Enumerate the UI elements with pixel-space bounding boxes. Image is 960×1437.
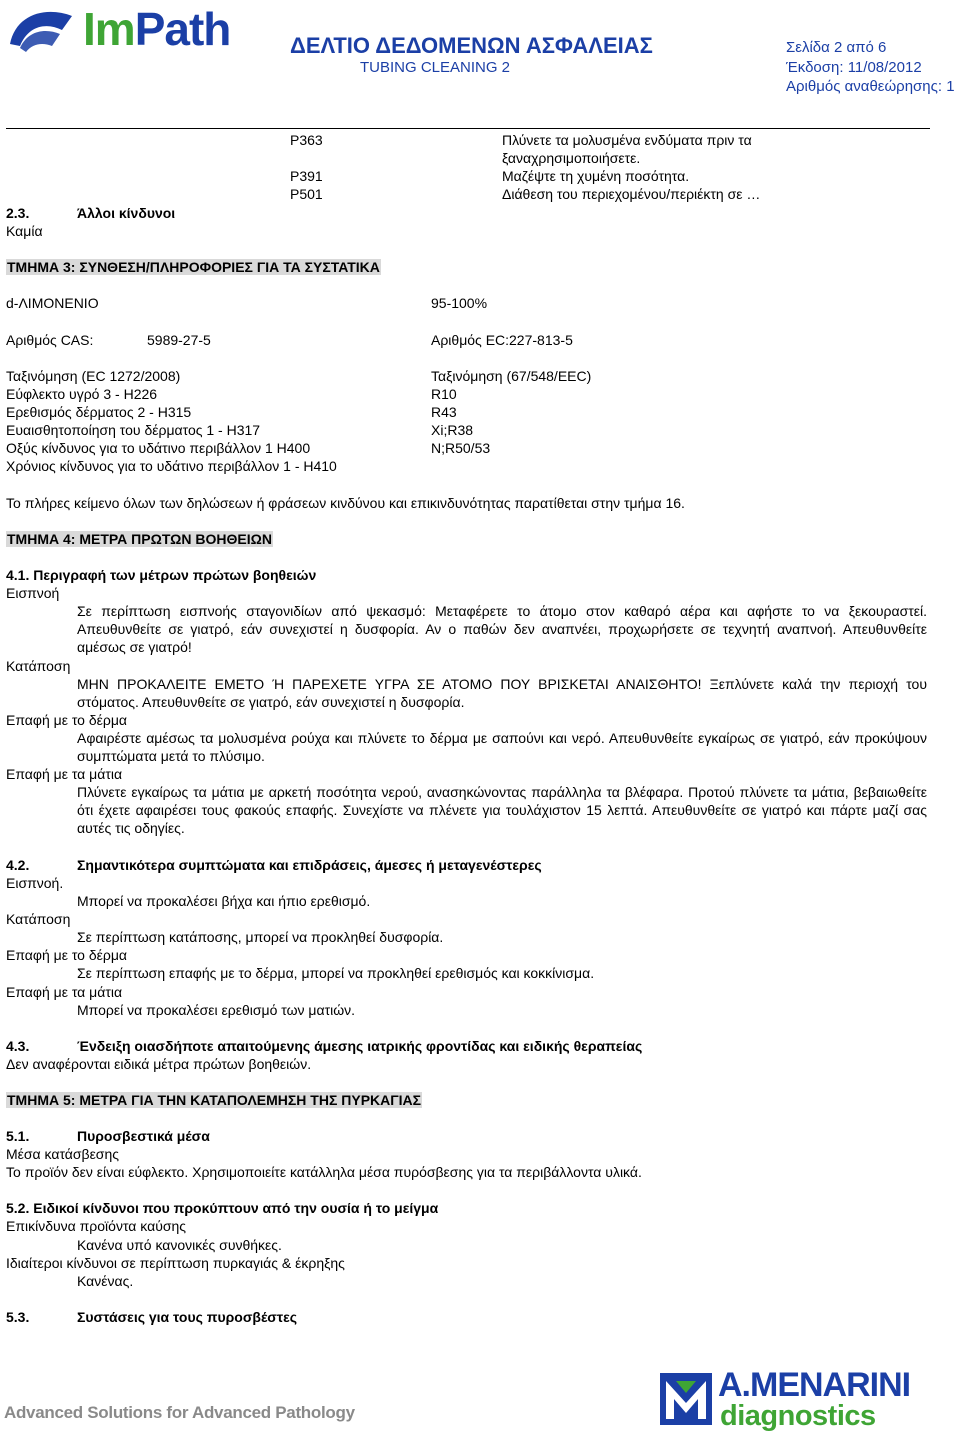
eye-contact-text: Πλύνετε εγκαίρως τα μάτια με αρκετή ποσότητα νερού, ανασηκώνοντας παράλληλα τα βλέφαρα. Προτού πλύνετε τα μάτια, βεβαιωθείτε ότι έχετε αφαιρέσει τους φακούς επαφής. Συνεχίστε να πλένετε για τουλάχιστον 15 λεπτά. Απευθυνθείτε σε γιατρό και πάρτε μαζί σας αυτές τις οδηγίες. bbox=[77, 784, 927, 836]
eye-contact-symptoms: Μπορεί να προκαλέσει ερεθισμό των ματιών. bbox=[77, 1002, 356, 1018]
full-text-note: Το πλήρες κείμενο όλων των δηλώσεων ή φράσεων κινδύνου και επικινδυνότητας παρατίθεται στην τμήμα 16. bbox=[6, 495, 685, 511]
ingestion-label: Κατάποση bbox=[6, 911, 71, 927]
ingestion-text: ΜΗΝ ΠΡΟΚΑΛΕΙΤΕ ΕΜΕΤΟ Ή ΠΑΡΕΧΕΤΕ ΥΓΡΑ ΣΕ ΑΤΟΜΟ ΠΟΥ ΒΡΙΣΚΕΤΑΙ ΑΝΑΙΣΘΗΤΟ! Ξεπλύνετε καλά την περιοχή του στόματος. Απευθυνθείτε σε γιατρό, εάν συνεχιστεί η δυσφορία. bbox=[77, 676, 927, 710]
section-4-3-text: Δεν αναφέρονται ειδικά μέτρα πρώτων βοηθειών. bbox=[6, 1056, 312, 1072]
header-divider bbox=[6, 128, 930, 129]
eye-contact-label: Επαφή με τα μάτια bbox=[6, 766, 123, 782]
section-2-3-title: Άλλοι κίνδυνοι bbox=[77, 205, 176, 221]
section-4-3-number: 4.3. bbox=[6, 1038, 30, 1054]
inhalation-text: Σε περίπτωση εισπνοής σταγονιδίων από ψεκασμό: Μεταφέρετε το άτομο στον καθαρό αέρα και αφήστε το να ξεκουραστεί. Απευθυνθείτε σε γιατρό, εάν συνεχιστεί η δυσφορία. Αν ο παθών δεν αναπνέει, προχωρήσετε σε τεχνητή αναπνοή. Απευθυνθείτε αμέσως σε γιατρό! bbox=[77, 603, 927, 655]
section-3-heading: ΤΜΗΜΑ 3: ΣΥΝΘΕΣΗ/ΠΛΗΡΟΦΟΡΙΕΣ ΓΙΑ ΤΑ ΣΥΣΤΑΤΙΚΑ bbox=[7, 259, 380, 275]
fire-hazards-text: Κανένας. bbox=[77, 1273, 134, 1289]
section-5-1-number: 5.1. bbox=[6, 1128, 30, 1144]
menarini-brand: A.MENARINI bbox=[718, 1366, 911, 1404]
issue-date: Έκδοση: 11/08/2012 bbox=[786, 59, 922, 76]
document-title: ΔΕΛΤΙΟ ΔΕΔΟΜΕΝΩΝ ΑΣΦΑΛΕΙΑΣ bbox=[290, 33, 653, 58]
product-name: TUBING CLEANING 2 bbox=[360, 59, 511, 76]
inhalation-symptoms: Μπορεί να προκαλέσει βήχα και ήπιο ερεθισμό. bbox=[77, 893, 371, 909]
classification-dsd-item: Xi;R38 bbox=[431, 422, 474, 438]
section-4-2-number: 4.2. bbox=[6, 857, 30, 873]
concentration: 95-100% bbox=[431, 295, 488, 311]
revision-number: Αριθμός αναθεώρησης: 1 bbox=[786, 78, 955, 95]
menarini-logo-icon bbox=[660, 1373, 712, 1425]
section-2-3-number: 2.3. bbox=[6, 205, 30, 221]
section-4-heading: ΤΜΗΜΑ 4: ΜΕΤΡΑ ΠΡΩΤΩΝ ΒΟΗΘΕΙΩΝ bbox=[7, 531, 272, 547]
fire-hazards-label: Ιδιαίτεροι κίνδυνοι σε περίπτωση πυρκαγιάς & έκρηξης bbox=[6, 1255, 345, 1271]
section-2-3-value: Καμία bbox=[6, 223, 43, 239]
section-5-3-title: Συστάσεις για τους πυροσβέστες bbox=[77, 1309, 298, 1325]
combustion-products-label: Επικίνδυνα προϊόντα καύσης bbox=[6, 1218, 187, 1234]
classification-clp-item: Χρόνιος κίνδυνος για το υδάτινο περιβάλλον 1 - H410 bbox=[6, 458, 337, 474]
cas-label: Αριθμός CAS: bbox=[6, 332, 94, 348]
ec-number: Αριθμός EC:227-813-5 bbox=[431, 332, 573, 348]
precaution-text: Διάθεση του περιεχομένου/περιέκτη σε … bbox=[502, 186, 761, 202]
classification-dsd-item: R43 bbox=[431, 404, 457, 420]
precaution-text: ξαναχρησιμοποιήσετε. bbox=[502, 150, 641, 166]
section-5-heading: ΤΜΗΜΑ 5: ΜΕΤΡΑ ΓΙΑ ΤΗΝ ΚΑΤΑΠΟΛΕΜΗΣΗ ΤΗΣ ΠΥΡΚΑΓΙΑΣ bbox=[7, 1092, 422, 1108]
eye-contact-label: Επαφή με τα μάτια bbox=[6, 984, 123, 1000]
combustion-products-text: Κανένα υπό κανονικές συνθήκες. bbox=[77, 1237, 282, 1253]
footer-tagline: Advanced Solutions for Advanced Pathology bbox=[4, 1403, 355, 1422]
ingestion-label: Κατάποση bbox=[6, 658, 71, 674]
classification-dsd-item: N;R50/53 bbox=[431, 440, 491, 456]
precaution-text: Πλύνετε τα μολυσμένα ενδύματα πριν τα bbox=[502, 132, 752, 148]
precaution-code: P501 bbox=[290, 186, 323, 202]
classification-clp-title: Ταξινόμηση (EC 1272/2008) bbox=[6, 368, 181, 384]
precaution-code: P391 bbox=[290, 168, 323, 184]
ingestion-symptoms: Σε περίπτωση κατάποσης, μπορεί να προκληθεί δυσφορία. bbox=[77, 929, 444, 945]
section-5-3-number: 5.3. bbox=[6, 1309, 30, 1325]
classification-dsd-item: R10 bbox=[431, 386, 457, 402]
impath-logo bbox=[6, 4, 266, 54]
skin-contact-symptoms: Σε περίπτωση επαφής με το δέρμα, μπορεί να προκληθεί ερεθισμός και κοκκίνισμα. bbox=[77, 965, 595, 981]
classification-clp-item: Ευαισθητοποίηση του δέρματος 1 - H317 bbox=[6, 422, 261, 438]
classification-clp-item: Οξύς κίνδυνος για το υδάτινο περιβάλλον 1 H400 bbox=[6, 440, 311, 456]
classification-clp-item: Ερεθισμός δέρματος 2 - H315 bbox=[6, 404, 192, 420]
precaution-code: P363 bbox=[290, 132, 323, 148]
classification-dsd-title: Ταξινόμηση (67/548/EEC) bbox=[431, 368, 592, 384]
skin-contact-label: Επαφή με το δέρμα bbox=[6, 712, 128, 728]
extinguishing-media-text: Το προϊόν δεν είναι εύφλεκτο. Χρησιμοποιείτε κατάλληλα μέσα πυρόσβεσης για τα περιβάλλοντα υλικά. bbox=[6, 1164, 642, 1180]
section-4-2-title: Σημαντικότερα συμπτώματα και επιδράσεις, άμεσες ή μεταγενέστερες bbox=[77, 857, 542, 873]
page-number: Σελίδα 2 από 6 bbox=[786, 39, 887, 56]
skin-contact-text: Αφαιρέστε αμέσως τα μολυσμένα ρούχα και πλύνετε το δέρμα με σαπούνι και νερό. Απευθυνθείτε εγκαίρως σε γιατρό, εάν προκύψουν συμπτώματα μετά το πλύσιμο. bbox=[77, 730, 927, 764]
extinguishing-media-label: Μέσα κατάσβεσης bbox=[6, 1146, 119, 1162]
logo-wordmark: ImPath bbox=[83, 3, 231, 55]
precaution-text: Μαζέψτε τη χυμένη ποσότητα. bbox=[502, 168, 690, 184]
impath-logo-icon bbox=[6, 4, 78, 54]
section-5-2-title: 5.2. Ειδικοί κίνδυνοι που προκύπτουν από την ουσία ή το μείγμα bbox=[6, 1200, 439, 1216]
section-5-1-title: Πυροσβεστικά μέσα bbox=[77, 1128, 210, 1144]
substance-name: d-ΛΙΜΟΝΕΝΙΟ bbox=[6, 295, 99, 311]
cas-value: 5989-27-5 bbox=[147, 332, 211, 348]
section-4-1-title: 4.1. Περιγραφή των μέτρων πρώτων βοηθειών bbox=[6, 567, 317, 583]
inhalation-label: Εισπνοή. bbox=[6, 875, 64, 891]
inhalation-label: Εισπνοή bbox=[6, 585, 60, 601]
skin-contact-label: Επαφή με το δέρμα bbox=[6, 947, 128, 963]
section-4-3-title: Ένδειξη οιασδήποτε απαιτούμενης άμεσης ιατρικής φροντίδας και ειδικής θεραπείας bbox=[77, 1038, 643, 1054]
menarini-diagnostics: diagnostics bbox=[720, 1400, 876, 1432]
classification-clp-item: Εύφλεκτο υγρό 3 - H226 bbox=[6, 386, 158, 402]
